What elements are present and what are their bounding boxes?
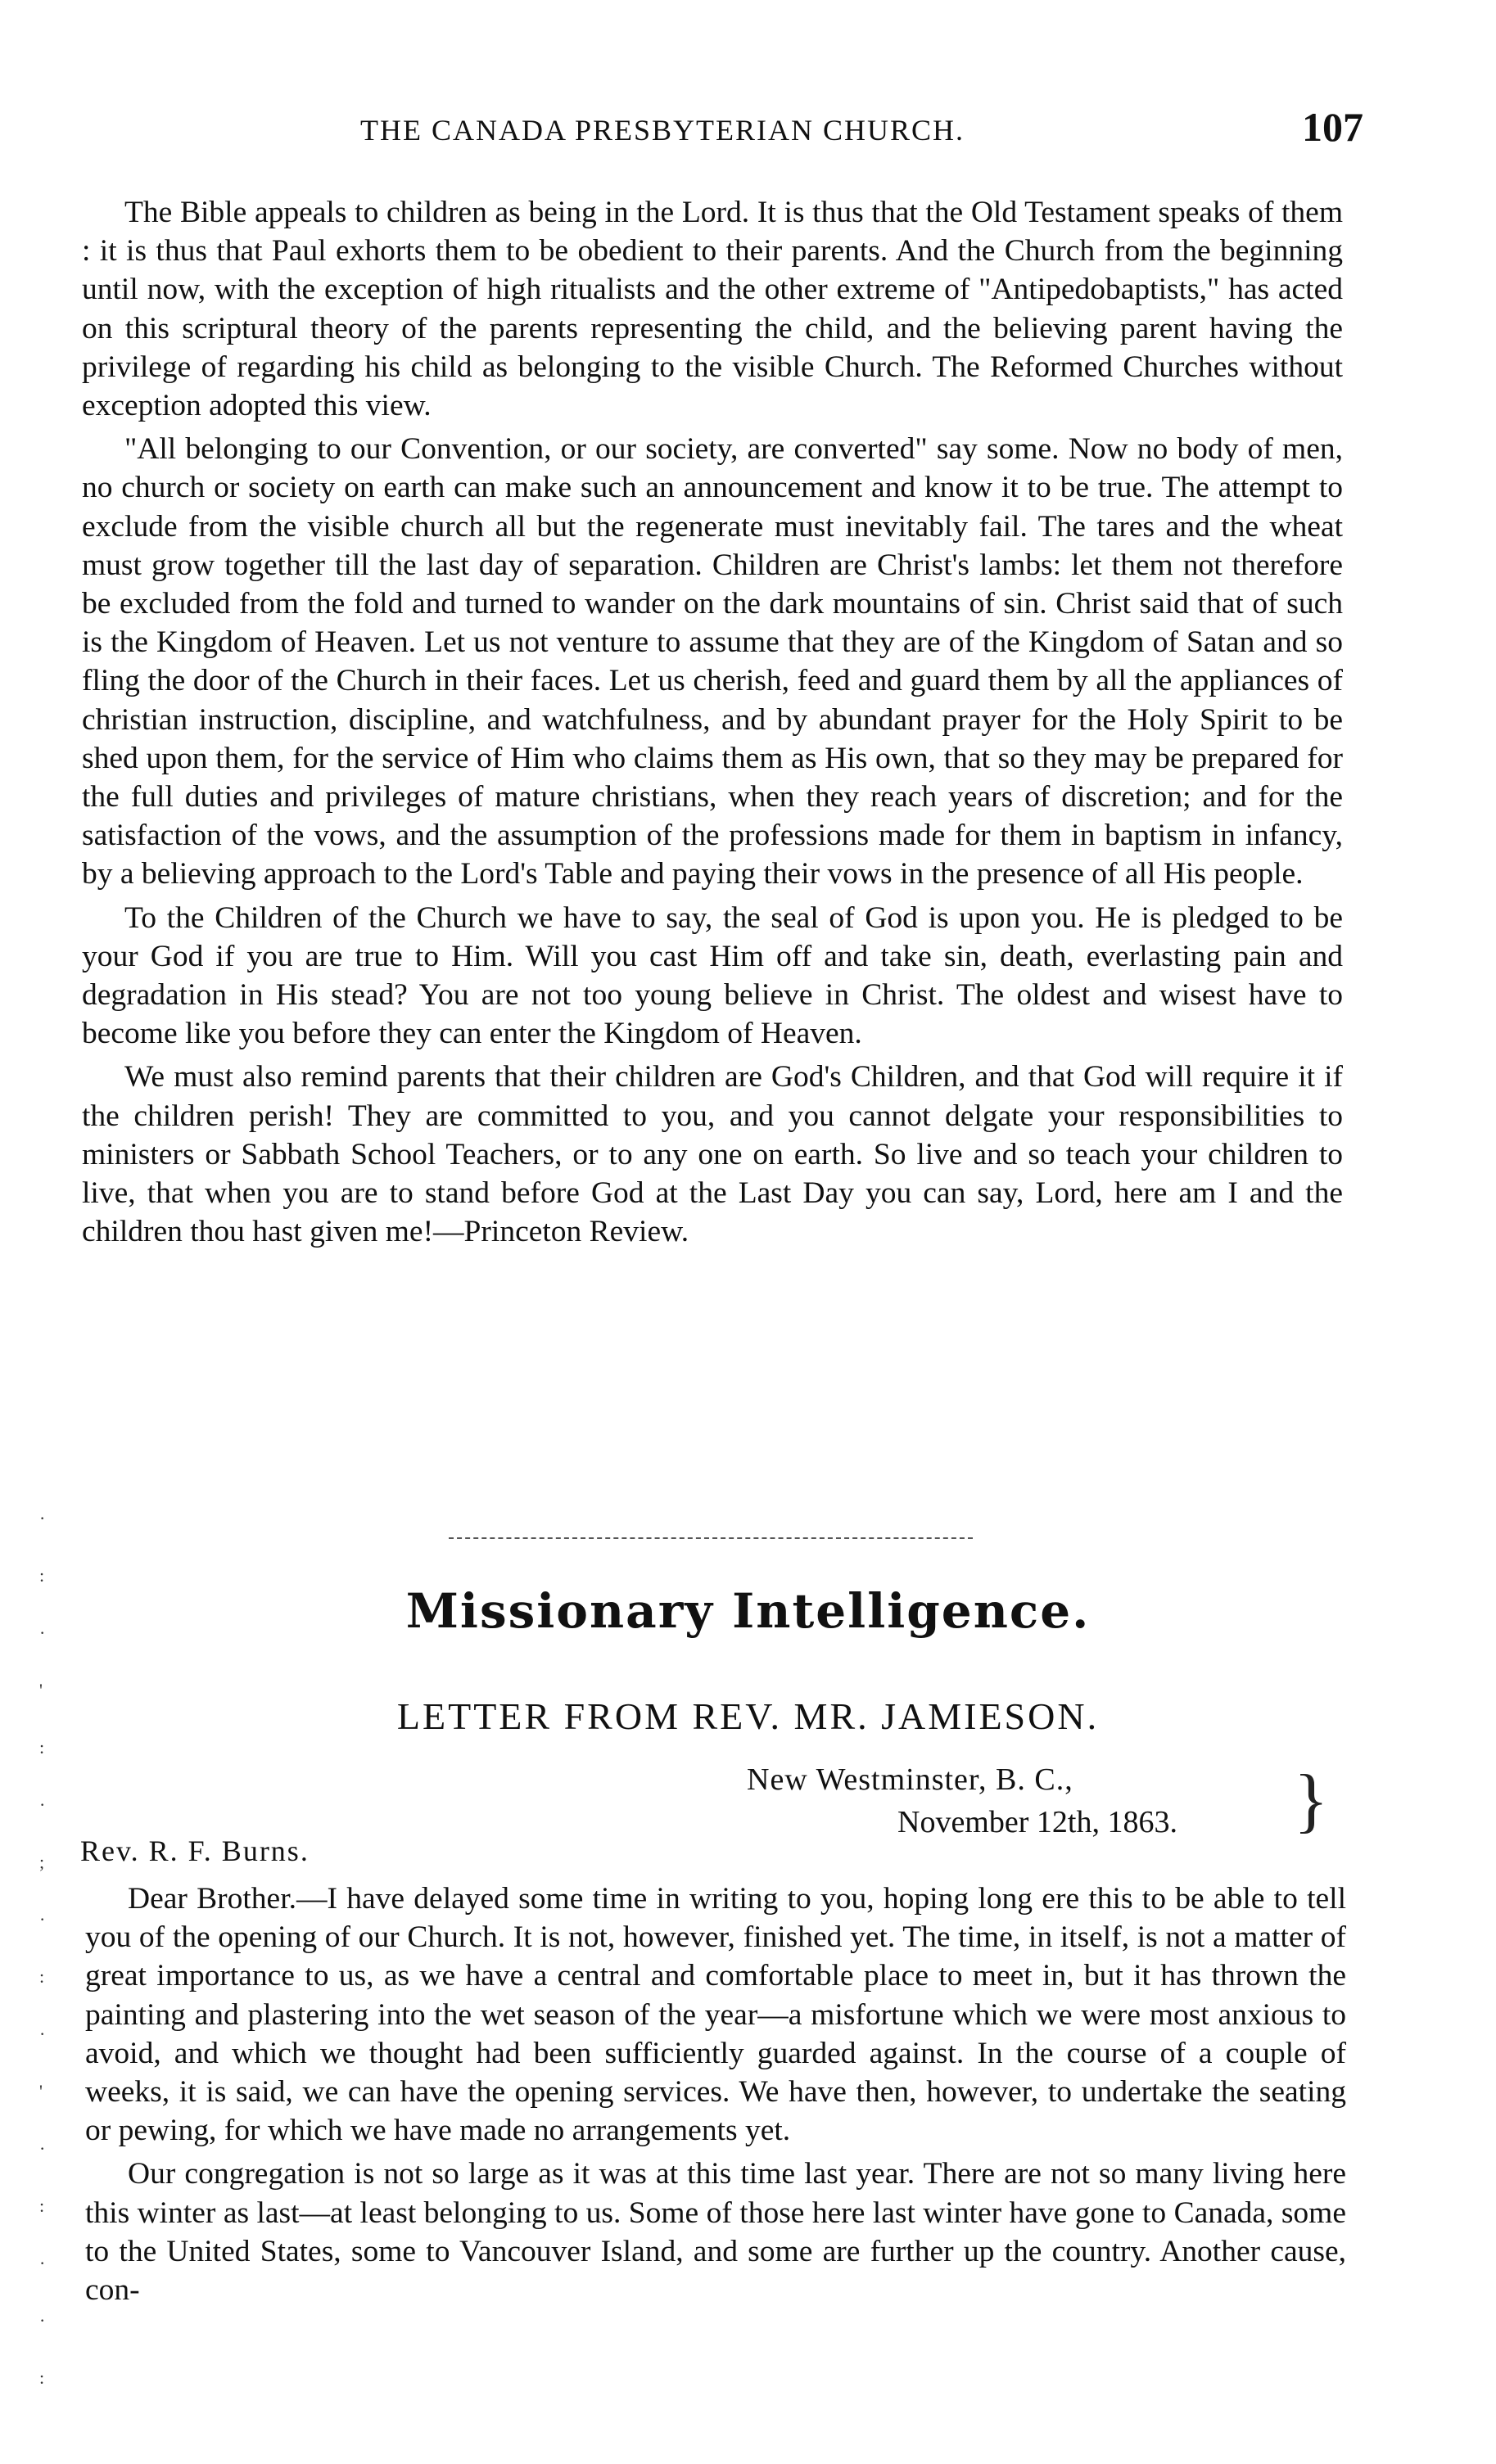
- brace-icon: }: [1294, 1761, 1329, 1840]
- running-title: THE CANADA PRESBYTERIAN CHURCH.: [360, 114, 965, 147]
- letter-title: LETTER FROM REV. MR. JAMIESON.: [396, 1695, 1100, 1737]
- paragraph: The Bible appeals to children as being in the Lord. It is thus that the Old Testament speaks of them : it is thus that Paul exhorts them to be obedient to their parents. And the Church from the beginning until now, with the exception of high ritualists and the other extreme of "Antipedobaptists," has acted on this scriptural theory of the parents representing the child, and the believing parent having the privilege of regarding his child as belonging to the visible Church. The Reformed Churches without exception adopted this view.: [82, 196, 1343, 423]
- section-divider: [449, 1537, 973, 1539]
- paragraph: Our congregation is not so large as it was at this time last year. There are not so many living here this winter as last—at least belonging to us. Some of those here last winter have gone to Canada, some to the United States, some to Vancouver Island, and some are further up the country. Another cause, con-: [85, 2157, 1346, 2308]
- margin-specks: · : · ' : · ; · : · ' · : · · :: [39, 1508, 46, 2388]
- letter-place: New Westminster, B. C.,: [747, 1762, 1073, 1797]
- paragraph: We must also remind parents that their children are God's Children, and that God will require it if the children perish! They are committed to you, and you cannot delgate your responsibilities to ministers or Sabbath School Teachers, or to any one on earth. So live and so teach your children to live, that when you are to stand before God at the Last Day you can say, Lord, here am I and the children thou hast given me!—Princeton Review.: [82, 1060, 1343, 1249]
- paragraph: Dear Brother.—I have delayed some time in writing to you, hoping long ere this to be able to tell you of the opening of our Church. It is not, however, finished yet. The time, in itself, is not a matter of great importance to us, as we have a central and comfortable place to meet in, but it has thrown the painting and plastering into the wet season of the year—a misfortune which we were most anxious to avoid, and which we thought had been sufficiently guarded against. In the course of a couple of weeks, it is said, we can have the opening services. We have then, however, to undertake the seating or pewing, for which we have made no arrangements yet.: [85, 1882, 1346, 2148]
- article-body: [82, 193, 1343, 1251]
- letter-date: November 12th, 1863.: [897, 1805, 1177, 1839]
- paragraph: "All belonging to our Convention, or our society, are converted" say some. Now no body of men, no church or society on earth can make such an announcement and know it to be true. The attempt to exclude from the visible church all but the regenerate must inevitably fail. The tares and the wheat must grow together till the last day of separation. Children are Christ's lambs: let them not therefore be excluded from the fold and turned to wander on the dark mountains of sin. Christ said that of such is the Kingdom of Heaven. Let us not venture to assume that they are of the Kingdom of Satan and so fling the door of the Church in their faces. Let us cherish, feed and guard them by all the appliances of christian instruction, discipline, and watchfulness, and by abundant prayer for the Holy Spirit to be shed upon them, for the service of Him who claims them as His own, that so they may be prepared for the full duties and privileges of mature christians, when they reach years of discretion; and for the satisfaction of the vows, and the assumption of the professions made for them in baptism in infancy, by a believing approach to the Lord's Table and paying their vows in the presence of all His people.: [82, 432, 1343, 891]
- letter-addressee: Rev. R. F. Burns.: [80, 1834, 310, 1867]
- paragraph: To the Children of the Church we have to say, the seal of God is upon you. He is pledged to be your God if you are true to Him. Will you cast Him off and take sin, death, everlasting pain and degradation in His stead? You are not too young believe in Christ. The oldest and wisest have to become like you before they can enter the Kingdom of Heaven.: [82, 900, 1343, 1051]
- letter-body: [85, 1880, 1346, 2309]
- page-number: 107: [1302, 104, 1363, 150]
- section-title: Missionary Intelligence.: [405, 1583, 1091, 1639]
